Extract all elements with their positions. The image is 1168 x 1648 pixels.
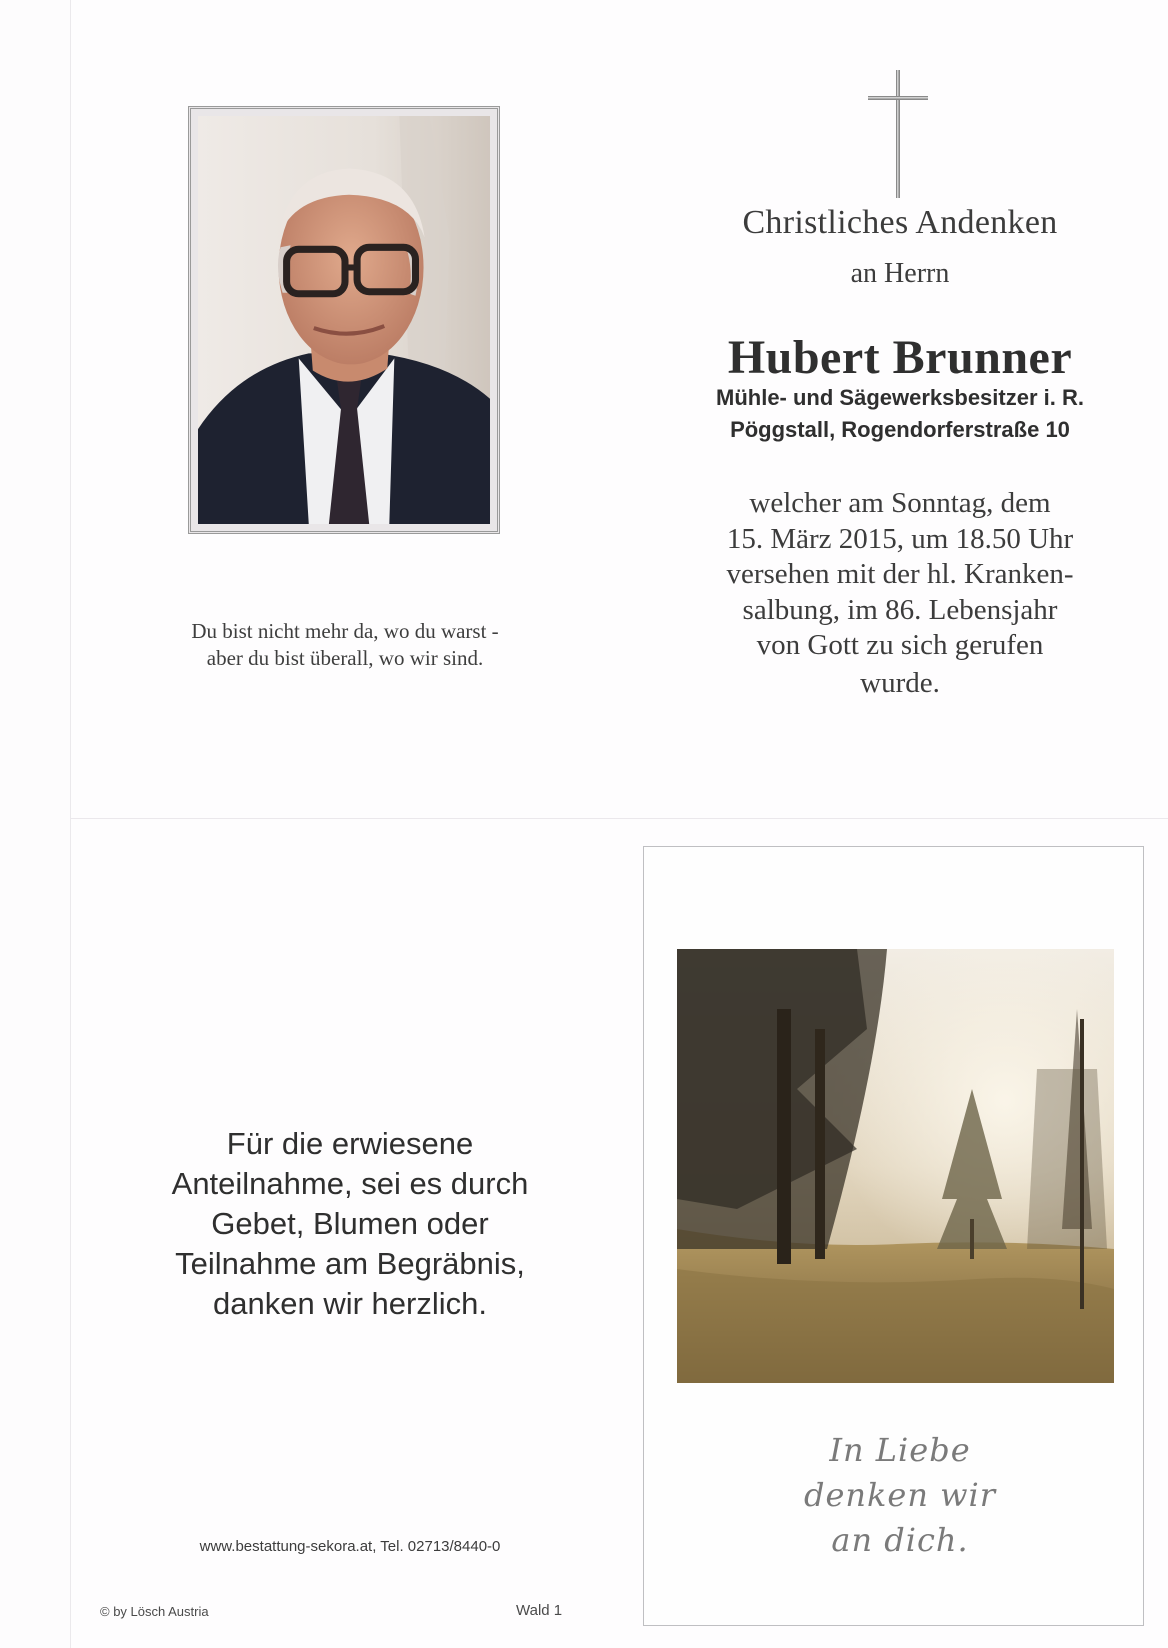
notice-line: welcher am Sonntag, dem [749, 487, 1051, 519]
thanks-line: Anteilnahme, sei es durch [171, 1166, 529, 1201]
notice-line: 15. März 2015, um 18.50 Uhr [726, 522, 1074, 555]
death-notice [690, 486, 1110, 701]
notice-line: salbung, im 86. Lebensjahr [742, 593, 1058, 626]
portrait-illustration [198, 116, 490, 524]
memorial-quote [150, 618, 540, 672]
design-code: Wald 1 [516, 1602, 563, 1619]
thanks-line: danken wir herzlich. [213, 1286, 487, 1321]
script-line: In Liebe [829, 1431, 971, 1469]
copyright-notice: © by Lösch Austria [100, 1604, 209, 1619]
thanks-message [130, 1124, 570, 1324]
closing-script [700, 1428, 1100, 1563]
notice-line: wurde. [860, 666, 940, 699]
deceased-occupation: Mühle- und Sägewerksbesitzer i. R. [716, 385, 1084, 410]
deceased-name: Hubert Brunner [727, 331, 1073, 384]
forest-photo [677, 949, 1114, 1383]
portrait-photo [188, 106, 500, 534]
notice-line: versehen mit der hl. Kranken- [726, 558, 1074, 590]
thanks-line: Gebet, Blumen oder [211, 1206, 489, 1241]
funeral-home-contact: www.bestattung-sekora.at, Tel. 02713/8440-0 [199, 1538, 501, 1555]
cross-icon [866, 70, 930, 198]
thanks-line: Für die erwiesene [226, 1126, 474, 1161]
notice-line: von Gott zu sich gerufen [756, 629, 1044, 661]
thanks-line: Teilnahme am Begräbnis, [175, 1246, 525, 1281]
card-title: Christliches Andenken [742, 204, 1058, 241]
quote-line: Du bist nicht mehr da, wo du warst - [191, 619, 499, 643]
card-subtitle: an Herrn [850, 258, 950, 289]
fold-line [70, 818, 1168, 819]
script-line: denken wir [803, 1476, 997, 1514]
script-line: an dich. [831, 1521, 969, 1559]
quote-line: aber du bist überall, wo wir sind. [206, 646, 484, 670]
deceased-address: Pöggstall, Rogendorferstraße 10 [730, 417, 1070, 442]
